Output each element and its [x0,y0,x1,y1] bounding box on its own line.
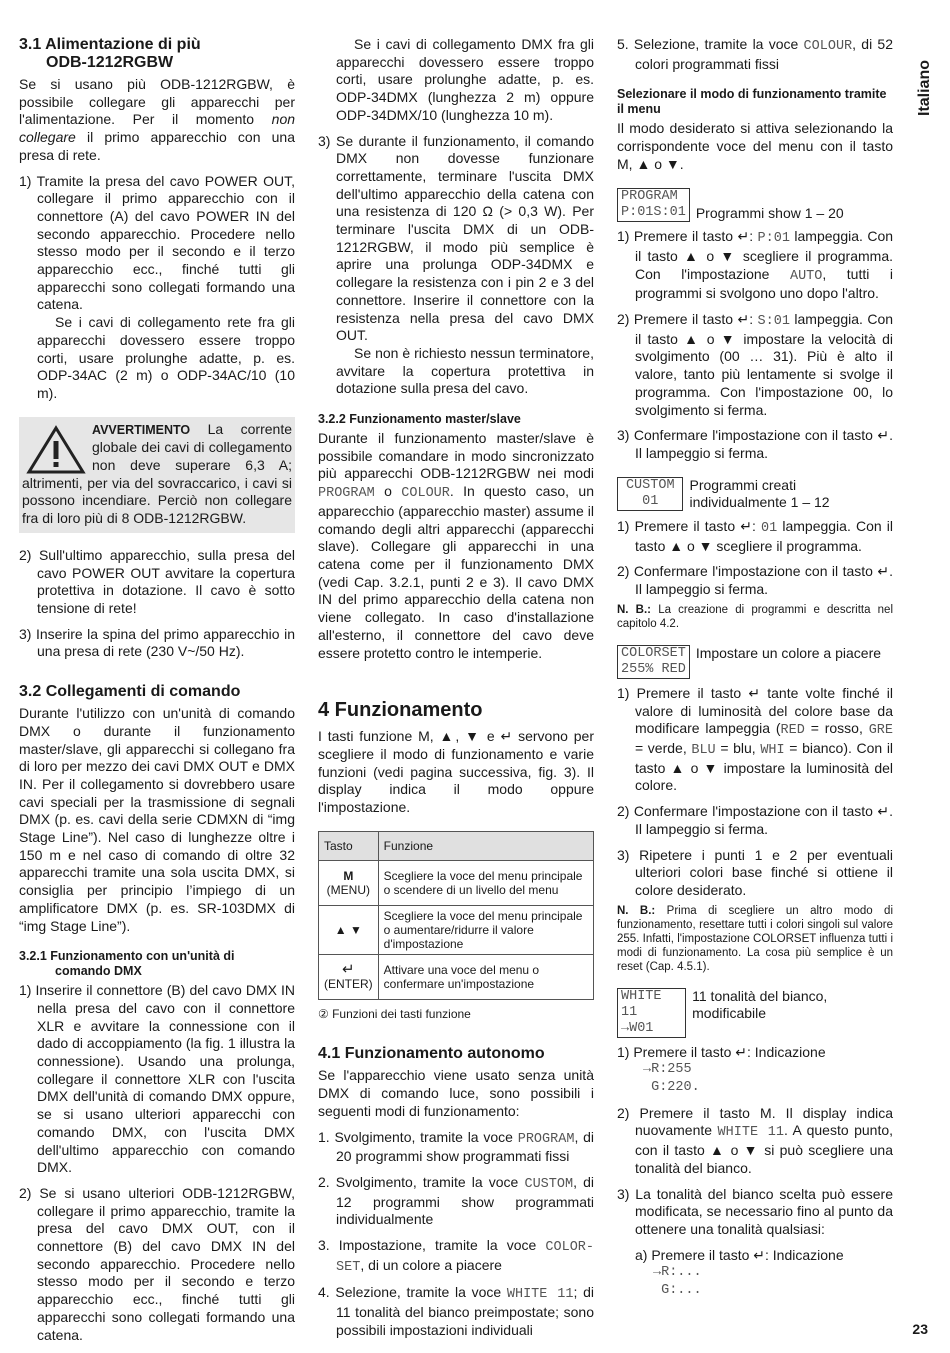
warning-triangle-icon [26,425,86,475]
column-3 [617,36,893,1300]
list-item: 4. Selezione, tramite la voce WHITE 11; di 11 tonalità del bianco preimpostate; sono possibili impostazioni individuali [318,1284,595,1338]
list-item: 1) Inserire il connettore (B) del cavo DMX IN nella presa del cavo con il connettore XLR e avvitare la connessione con il dado di accoppiamento (la fig. 1 illustra la connessione). Usando una prolunga, collegare il connettore XLR con l'uscita DMX dell'unità di comando DMX oppure, se si usano ulteriori apparecchi con comando DMX, con l'uscita DMX dell'ultimo apparecchio con comando DMX. [19,982,295,1176]
list-item-continuation: Se non è richiesto nessun terminatore, avvitare la copertura protettiva in dotazione sulla presa del cavo. [336,344,594,397]
list-item: 1) Tramite la presa del cavo POWER OUT, collegare il primo apparecchio con il connettore (A) del cavo POWER IN del secondo apparecchio. Procedere nello stesso modo per il secondo e il terzo apparecchio ecc., finché tutti gli apparecchi sono collegati formando una catena. [19,172,295,313]
table-row: ↵ (ENTER) Attivare una voce del menu o confermare un'impostazione [319,954,594,999]
display-readout: →R:255 G:220. [643,1062,700,1096]
list-item: 5. Selezione, tramite la voce COLOUR, di 52 colori programmati fissi [617,36,894,72]
warning-label: AVVERTIMENTO [92,422,191,437]
display-white: WHITE 11 →W01 11 tonalità del bianco, modificabile [617,988,893,1038]
column-1 [19,36,295,1344]
select-mode-title: Selezionare il modo di funzionamento tramite il menu [617,87,887,117]
section-3-2-2-title: 3.2.2 Funzionamento master/slave [318,412,521,427]
table-caption: ② Funzioni dei tasti funzione [318,1006,471,1021]
list-item: 2) Premere il tasto M. Il display indica nuovamente WHITE 11. A questo punto, con il tasto ▲ o ▼ si può scegliere una tonalità del bianco. [617,1104,894,1176]
sub-list-item: a) Premere il tasto ↵: Indicazione [635,1246,844,1263]
section-4-title: 4 Funzionamento [318,699,483,722]
section-4-intro: I tasti funzione M, ▲, ▼ e ↵ servono per scegliere il modo di funzionamento e varie funzioni (vedi pagina successiva, fig. 3). Il display indica il modo oppure l'impostazione. [318,728,594,816]
table-row: M (MENU) Scegliere la voce del menu principale o scendere di un livello del menu [319,860,594,905]
display-colorset: COLORSET 255% RED Impostare un colore a piacere [617,645,893,679]
column-2 [318,36,594,1340]
table-header: Tasto [319,831,379,860]
warning-text: La corrente globale dei cavi di collegamento non deve superare 6,3 A; altrimenti, per via del sovraccarico, i cavi si possono incendiare. Perciò non collegare fra di loro più di 8 ODB-1212RGBW. [22,420,292,527]
display-readout: →R:... G:... [653,1265,702,1299]
section-3-2-1-title: 3.2.1 Funzionamento con un'unità di comando DMX [19,949,235,979]
list-item-continuation: Se i cavi di collegamento rete fra gli apparecchi dovessero essere troppo corti, usare prolunghe adatte, p. es. ODP-34AC (2 m) o ODP-34AC/10 (10 m). [37,314,295,401]
section-3-1-intro: Se si usano più ODB-1212RGBW, è possibile collegare gli apparecchi per l'alimentazione. Per il momento non collegare il primo apparecchio con una presa di rete. [19,76,296,163]
section-3-2-body: Durante l'utilizzo con un'unità di comando DMX o durante il funzionamento master/slave, gli apparecchi si collegano fra di loro per mezzo dei cavi DMX OUT e DMX IN. Per il collegamento si dovrebbero usare cavi speciali per la trasmissione di segnali DMX (p. es. cavi della serie CDMXN di “img Stage Line”). Nel caso di lunghezze oltre i 150 m e nel caso di comando di oltre 32 apparecchi tramite una sola uscita DMX, si consiglia per principio l’impiego di un amplificatore DMX (p. es. SR-103DMX di “img Stage Line”). [19,705,295,934]
list-item: 3) La tonalità del bianco scelta può essere modificata, se necessario fino al punto da ottenere una tonalità qualsiasi: [617,1185,893,1237]
warning-box [19,417,295,533]
lcd-display: PROGRAM P:01S:01 [617,188,690,222]
list-item: 3) Confermare l'impostazione con il tasto ↵. Il lampeggio si ferma. [617,427,893,461]
language-label: Italiano [916,59,933,116]
list-item: 3. Impostazione, tramite la voce COLOR-SET, di un colore a piacere [318,1237,594,1275]
list-item: 1) Premere il tasto ↵: Indicazione [617,1043,826,1060]
section-3-2-title: 3.2 Collegamenti di comando [19,683,241,701]
display-custom: CUSTOM 01 Programmi creati individualmente 1 – 12 [617,477,893,512]
list-item: 1. Svolgimento, tramite la voce PROGRAM, di 20 programmi show programmati fissi [318,1128,595,1165]
list-item: 1) Premere il tasto ↵: P:01 lampeggia. Con il tasto ▲ o ▼ scegliere il programma. Con l'impostazione AUTO, tutti i programmi si svolgono uno dopo l'altro. [617,228,894,302]
list-item-continuation: Se i cavi di collegamento DMX fra gli apparecchi dovessero essere troppo corti, usare prolunghe adatte, p. es. ODP-34DMX (lunghezza 2 m) oppure ODP-34DMX/10 (lunghezza 10 m). [336,36,594,123]
list-item: 3) Inserire la spina del primo apparecchio in una presa di rete (230 V~/50 Hz). [19,625,295,660]
table-row: ▲ ▼ Scegliere la voce del menu principale o aumentare/ridurre il valore d'impostazione [319,905,594,954]
list-item: 2) Se si usano ulteriori ODB-1212RGBW, collegare il primo apparecchio, tramite la presa del cavo DMX OUT, con il connettore (B) del cavo DMX IN del secondo apparecchio. Procedere nello stesso modo per il secondo e terzo apparecchio ecc., finché tutti gli apparecchi sono collegati formando una catena. [19,1184,295,1343]
section-3-2-2-body: Durante il funzionamento master/slave è possibile comandare in modo sincronizzato più apparecchi ODB-1212RGBW nei modi PROGRAM o COLOUR. In questo caso, un apparecchio (apparecchio master) assume il comando degli altri apparecchi (apparecchi slave). Collegare gli apparecchi in una catena come per il funzionamento DMX (vedi Cap. 3.2.1, punti 2 e 3). Il cavo DMX IN del primo apparecchio della catena non viene collegato. In caso d'installazione all'esterno, il connettore del cavo deve essere protetto contro le intemperie. [318,430,594,661]
note: N. B.: Prima di scegliere un altro modo di funzionamento, resettare tutti i colori singoli sul valore 255. Infatti, l'impostazione COLORSET influenza tutti i modi di funzionamento. La cosa più semplice è un reset (Cap. 4.5.1). [617,904,894,973]
function-keys-table [318,831,594,1000]
section-4-1-title: 4.1 Funzionamento autonomo [318,1045,545,1063]
select-mode-body: Il modo desiderato si attiva selezionando la corrispondente voce del menu con il tasto M, ▲ o ▼. [617,120,893,172]
section-3-1-title: 3.1 Alimentazione di più ODB-1212RGBW [19,36,201,71]
page-number: 23 [912,1321,928,1337]
lcd-display: COLORSET 255% RED [617,645,690,679]
list-item: 3) Ripetere i punti 1 e 2 per eventuali ulteriori colori base finché si ottiene il colore desiderato. [617,846,893,898]
list-item: 2) Confermare l'impostazione con il tasto ↵. Il lampeggio si ferma. [617,803,893,837]
list-item: 2) Premere il tasto ↵: S:01 lampeggia. Con il tasto ▲ o ▼ impostare la velocità di svolgimento (00 … 31). Più è alto il valore, tanto più lentamente si svolge il programma. Con l'impostazione 00, lo svolgimento si ferma. [617,311,894,418]
list-item: 2) Sull'ultimo apparecchio, sulla presa del cavo POWER OUT avvitare la copertura protettiva in dotazione. Il cavo è sotto tensione di rete! [19,546,295,616]
list-item: 3) Se durante il funzionamento, il comando DMX non dovesse funzionare correttamente, terminare l'uscita DMX dell'ultimo apparecchio della catena con una resistenza di 120 Ω (> 0,3 W). Per terminare l'uscita DMX di un ODB-1212RGBW, il modo più semplice è aprire una prolunga ODP-34DMX e collegare la resistenza con i pin 2 e 3 del connettore. Inserire il connettore con la resistenza nella presa del cavo DMX OUT. [318,132,594,344]
list-item: 1) Premere il tasto ↵: 01 lampeggia. Con il tasto ▲ o ▼ scegliere il programma. [617,518,894,554]
lcd-display: CUSTOM 01 [617,477,683,511]
display-program: PROGRAM P:01S:01 Programmi show 1 – 20 [617,188,893,223]
lcd-display: WHITE 11 →W01 [617,988,686,1038]
list-item: 2. Svolgimento, tramite la voce CUSTOM, di 12 programmi show programmati individualmente [318,1173,595,1228]
list-item: 1) Premere il tasto ↵ tante volte finché il valore di luminosità del colore base da modificare lampeggia (RED = rosso, GRE = verde, BLU = blu, WHI = bianco). Con il tasto ▲ o ▼ impostare la luminosità del colore. [617,684,894,794]
list-item: 2) Confermare l'impostazione con il tasto ↵. Il lampeggio si ferma. [617,563,893,598]
table-header: Funzione [378,831,593,860]
section-4-1-intro: Se l'apparecchio viene usato senza unità DMX di comando luce, sono possibili i seguenti modi di funzionamento: [318,1067,594,1119]
note: N. B.: La creazione di programmi e descritta nel capitolo 4.2. [617,603,894,630]
